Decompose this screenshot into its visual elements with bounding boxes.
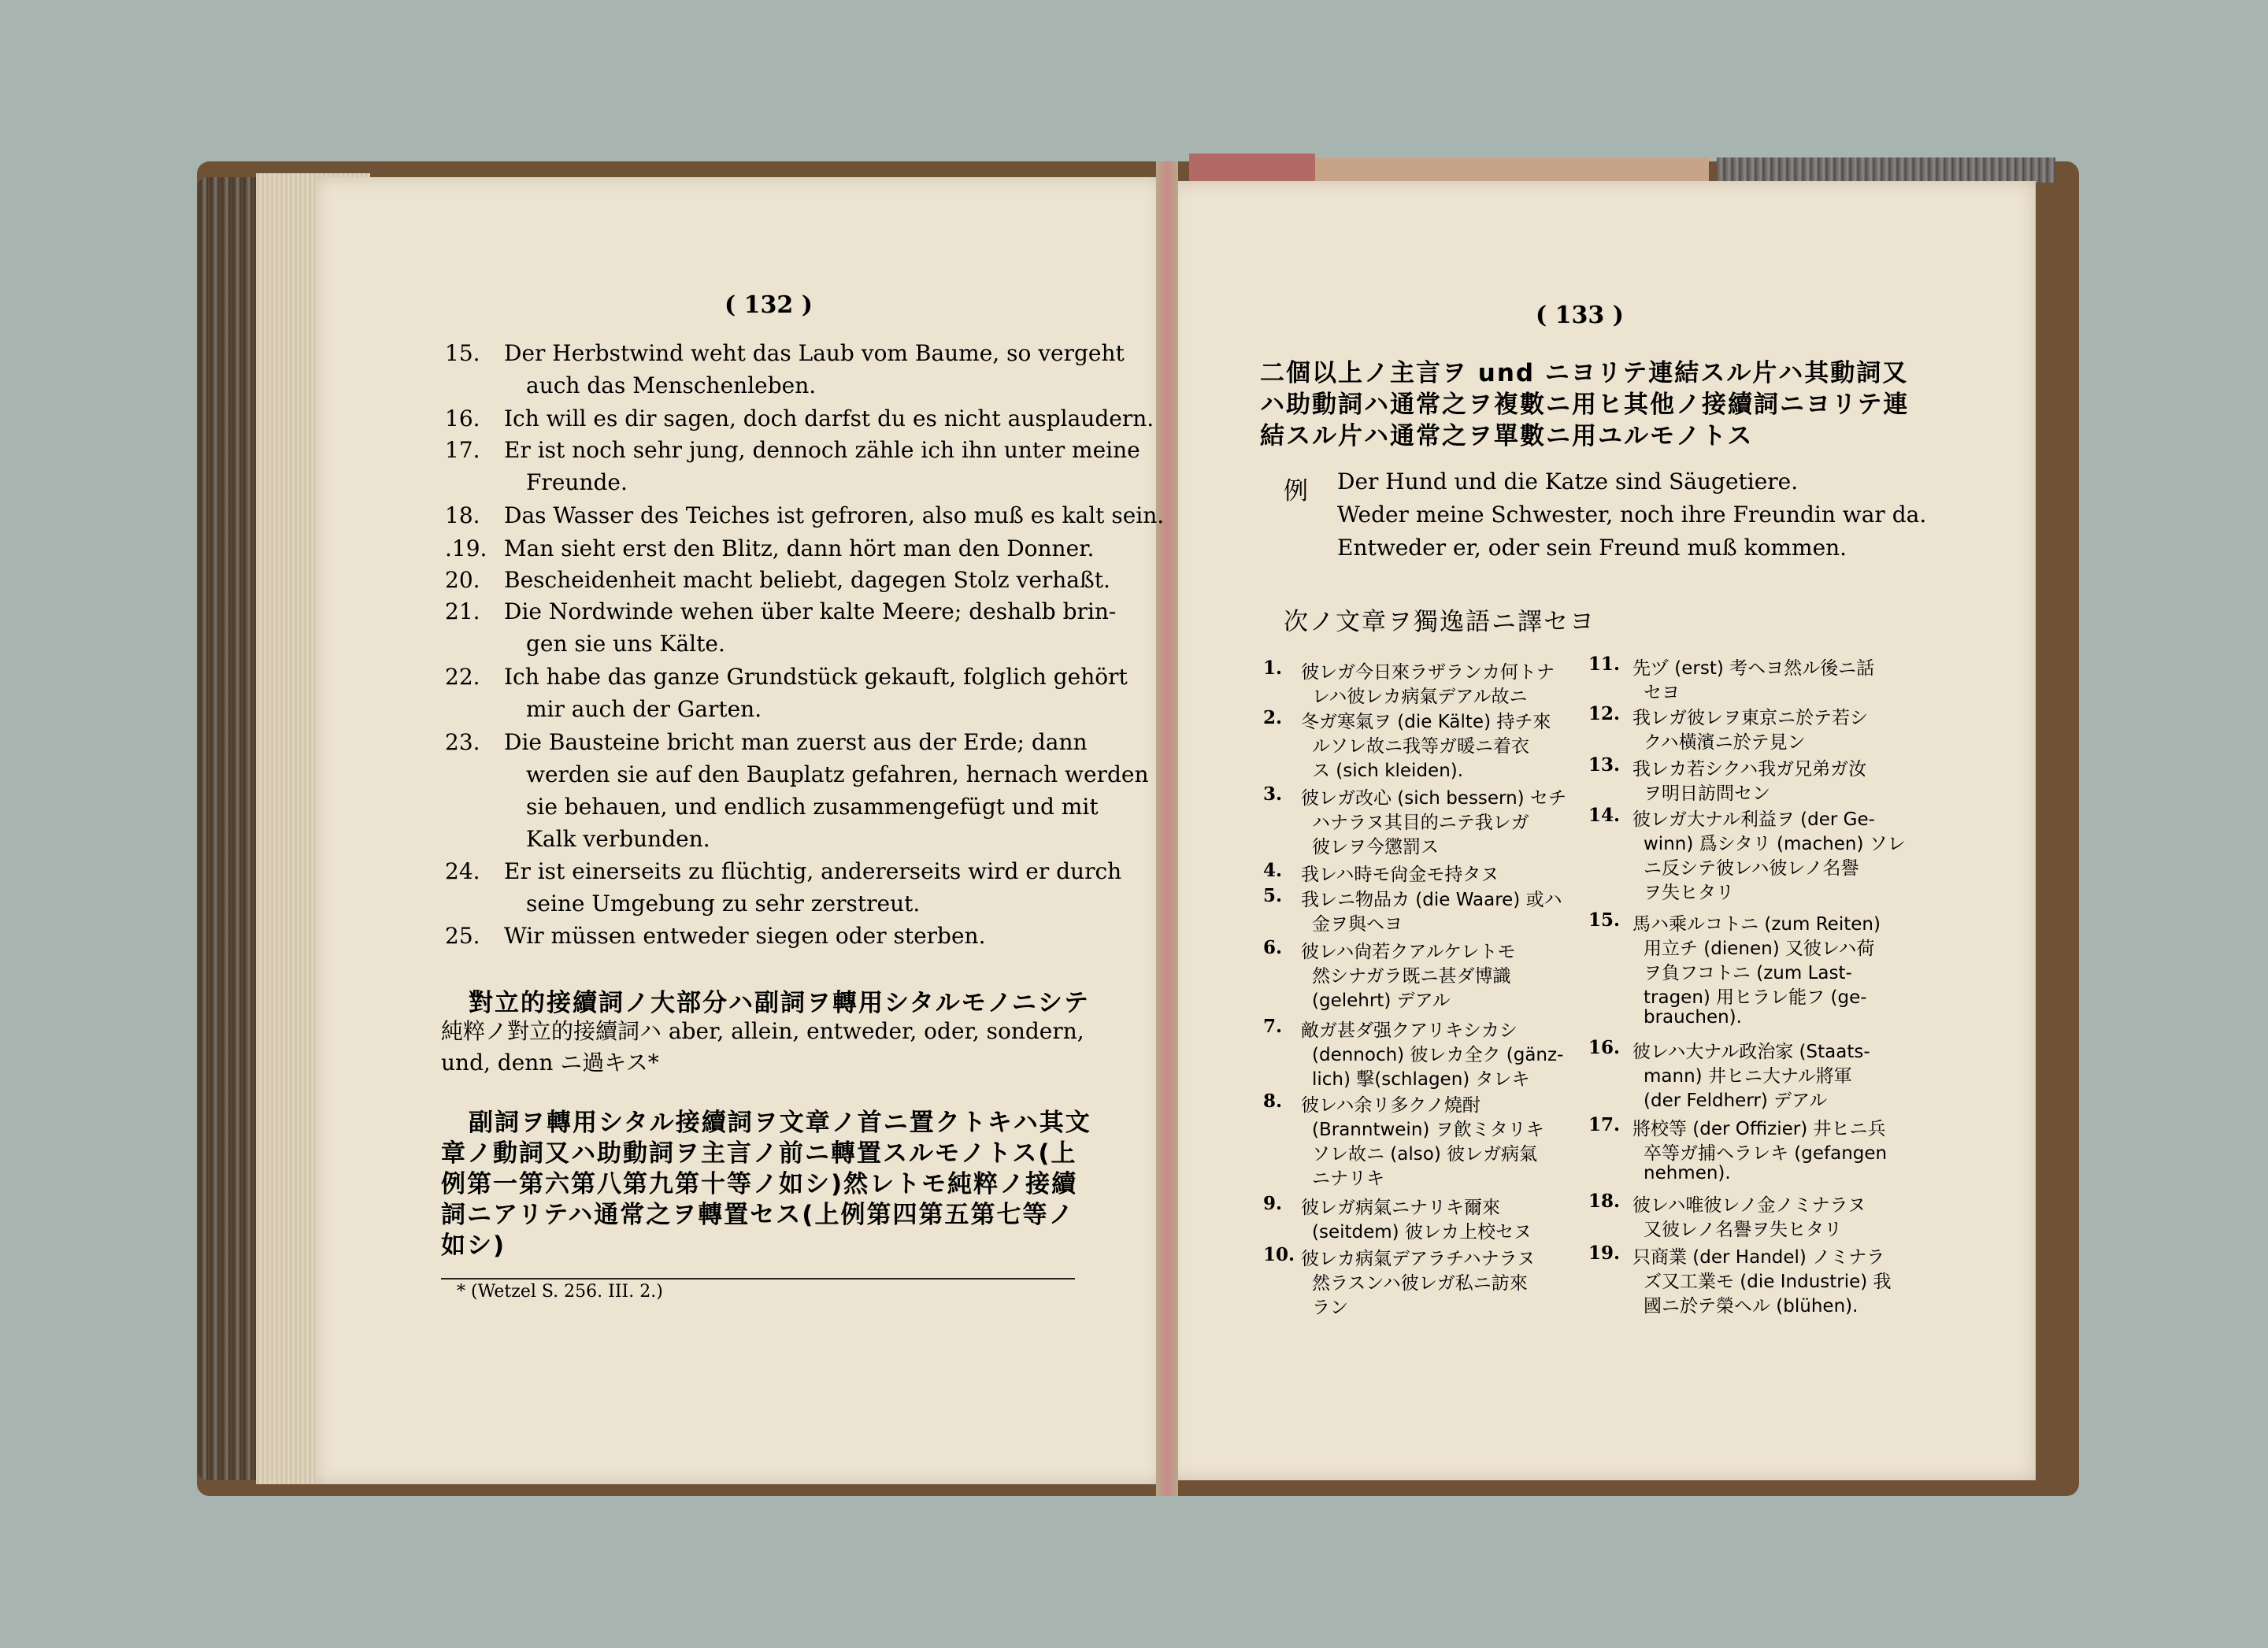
exercise-line: ズ又工業モ (die Industrie) 我 (1644, 1272, 1892, 1292)
exercise-line: 敵ガ甚ダ强クアリキシカシ (1301, 1020, 1518, 1041)
exercise-line: 冬ガ寒氣ヲ (die Kälte) 持チ來 (1301, 712, 1551, 732)
exercise-line: 彼レヲ今懲罰ス (1312, 837, 1439, 857)
paragraph-line: und, denn ニ過キス* (441, 1050, 659, 1076)
exercise-number: 12. (1588, 703, 1621, 724)
exercise-line: レハ彼レカ病氣デアル故ニ (1312, 687, 1528, 707)
example-line: Weder meine Schwester, noch ihre Freundin war da. (1337, 502, 1927, 528)
exercise-number: 13. (1588, 754, 1621, 776)
sentence-number: .19. (445, 535, 487, 561)
exercise-number: 9. (1263, 1193, 1283, 1214)
exercise-line: ラン (1312, 1298, 1348, 1318)
exercise-line: ス (sich kleiden). (1312, 761, 1464, 781)
sentence-line: Der Herbstwind weht das Laub vom Baume, so vergeht (504, 340, 1125, 366)
exercise-number: 14. (1588, 805, 1621, 826)
exercise-line: 我レハ時モ尙金モ持タヌ (1301, 865, 1499, 885)
paragraph-line: 副詞ヲ轉用シタル接續詞ヲ文章ノ首ニ置クトキハ其文 (469, 1109, 1091, 1137)
example-line: Entweder er, oder sein Freund muß kommen. (1337, 535, 1847, 561)
sentence-line: Das Wasser des Teiches ist gefroren, also muß es kalt sein. (504, 502, 1165, 528)
exercise-line: 卒等ガ捕ヘラレキ (gefangen (1644, 1143, 1888, 1164)
sentence-line: seine Umgebung zu sehr zerstreut. (526, 891, 921, 917)
exercise-number: 8. (1263, 1091, 1283, 1112)
exercise-number: 7. (1263, 1016, 1283, 1037)
paragraph-line: 如シ) (441, 1231, 506, 1260)
intro-line: ハ助動詞ハ通常之ヲ複數ニ用ヒ其他ノ接續詞ニヨリテ連 (1260, 391, 1910, 419)
sentence-line: Freunde. (526, 469, 628, 495)
exercise-line: 彼レガ今日來ラザランカ何トナ (1301, 662, 1555, 683)
exercise-number: 5. (1263, 885, 1283, 906)
paragraph-line: 章ノ動詞又ハ助動詞ヲ主言ノ前ニ轉置スルモノトス(上 (441, 1139, 1077, 1168)
exercise-line: winn) 爲シタリ (machen) ソレ (1644, 834, 1906, 854)
bookmark-ribbon (1189, 154, 1315, 185)
exercise-line: ヲ失ヒタリ (1644, 883, 1734, 903)
right-page-number: ( 133 ) (1536, 302, 1624, 329)
sentence-line: Kalk verbunden. (526, 826, 710, 852)
sentence-number: 21. (445, 598, 480, 624)
exercise-line: (Branntwein) ヲ飮ミタリキ (1312, 1120, 1544, 1140)
sentence-line: Die Nordwinde wehen über kalte Meere; deshalb brin- (504, 598, 1117, 624)
paragraph-line: 對立的接續詞ノ大部分ハ副詞ヲ轉用シタルモノニシテ (469, 989, 1090, 1017)
sentence-line: Bescheidenheit macht beliebt, dagegen Stolz verhaßt. (504, 567, 1110, 593)
exercise-number: 19. (1588, 1242, 1621, 1264)
exercise-line: クハ橫濱ニ於テ見ン (1644, 732, 1806, 753)
exercise-line: セヨ (1644, 683, 1680, 703)
exercise-line: 我レニ物品カ (die Waare) 或ハ (1301, 890, 1562, 910)
sentence-line: Man sieht erst den Blitz, dann hört man den Donner. (504, 535, 1095, 561)
paragraph-line: 詞ニアリテハ通常之ヲ轉置セス(上例第四第五第七等ノ (441, 1201, 1075, 1229)
exercise-line: 彼レハ唯彼レノ金ノミナラヌ (1632, 1195, 1866, 1216)
exercise-line: 將校等 (der Offizier) 井ヒニ兵 (1632, 1119, 1886, 1139)
exercise-line: 然シナガラ既ニ甚ダ博識 (1312, 966, 1511, 987)
exercise-line: 又彼レノ名譽ヲ失ヒタリ (1644, 1220, 1843, 1240)
exercise-number: 4. (1263, 860, 1283, 881)
exercise-number: 15. (1588, 909, 1621, 931)
sentence-line: Ich will es dir sagen, doch darfst du es nicht ausplaudern. (504, 406, 1154, 431)
exercise-heading: 次ノ文章ヲ獨逸語ニ譯セヨ (1284, 608, 1595, 636)
exercise-line: lich) 擊(schlagen) タレキ (1312, 1069, 1530, 1090)
exercise-number: 2. (1263, 707, 1283, 728)
exercise-line: 我レガ彼レヲ東京ニ於テ若シ (1632, 708, 1868, 728)
exercise-line: 彼レカ病氣デアラチハナラヌ (1301, 1249, 1536, 1269)
exercise-line: (der Feldherr) デアル (1644, 1091, 1828, 1111)
exercise-line: 用立チ (dienen) 又彼レハ荷 (1644, 939, 1875, 959)
exercise-line: 彼レハ余リ多クノ燒酎 (1301, 1095, 1480, 1116)
exercise-line: ヲ負フコトニ (zum Last- (1644, 963, 1852, 983)
exercise-line: ソレ故ニ (also) 彼レガ病氣 (1312, 1144, 1538, 1165)
exercise-line: 國ニ於テ榮ヘル (blühen). (1644, 1296, 1858, 1317)
sentence-line: Wir müssen entweder siegen oder sterben. (504, 923, 986, 949)
exercise-line: 我レカ若シクハ我ガ兄弟ガ汝 (1632, 759, 1867, 780)
sentence-number: 25. (445, 923, 480, 949)
footnote-rule (441, 1278, 1075, 1280)
exercise-line: 彼レハ尙若クアルケレトモ (1301, 942, 1516, 962)
example-line: Der Hund und die Katze sind Säugetiere. (1337, 468, 1799, 494)
sentence-line: gen sie uns Kälte. (526, 631, 725, 657)
exercise-line: ハナラヌ其目的ニテ我レガ (1312, 813, 1529, 833)
sentence-number: 17. (445, 437, 480, 463)
exercise-number: 3. (1263, 783, 1283, 805)
exercise-number: 6. (1263, 937, 1283, 958)
exercise-line: tragen) 用ヒラレ能フ (ge- (1644, 987, 1867, 1008)
exercise-number: 10. (1263, 1244, 1295, 1265)
exercise-line: 彼レハ大ナル政治家 (Staats- (1632, 1042, 1870, 1062)
exercise-number: 1. (1263, 657, 1283, 679)
exercise-line: (gelehrt) デアル (1312, 991, 1451, 1011)
paragraph-line: 純粹ノ對立的接續詞ハ aber, allein, entweder, oder, sondern, (441, 1018, 1084, 1044)
exercise-line: brauchen). (1644, 1007, 1742, 1028)
exercise-line: nehmen). (1644, 1163, 1731, 1183)
book-gutter (1156, 161, 1178, 1496)
exercise-line: mann) 井ヒニ大ナル將軍 (1644, 1066, 1852, 1087)
exercise-line: (dennoch) 彼レカ全ク (gänz- (1312, 1045, 1564, 1065)
sentence-number: 20. (445, 567, 480, 593)
exercise-line: 彼レガ大ナル利益ヲ (der Ge- (1632, 809, 1875, 830)
exercise-number: 18. (1588, 1191, 1621, 1212)
sentence-number: 23. (445, 729, 480, 755)
exercise-number: 16. (1588, 1037, 1621, 1058)
marbled-edge (1717, 157, 2055, 183)
exercise-line: 然ラスンハ彼レガ私ニ訪來 (1312, 1273, 1528, 1294)
sentence-line: mir auch der Garten. (526, 696, 762, 722)
exercise-line: ヲ明日訪問セン (1644, 783, 1770, 804)
exercise-line: 彼レガ病氣ニナリキ爾來 (1301, 1198, 1500, 1218)
exercise-number: 11. (1588, 654, 1621, 675)
exercise-line: 金ヲ與ヘヨ (1312, 914, 1403, 935)
exercise-line: 彼レガ改心 (sich bessern) セチ (1301, 788, 1566, 809)
footnote: * (Wetzel S. 256. III. 2.) (457, 1282, 663, 1302)
sentence-line: auch das Menschenleben. (526, 372, 817, 398)
sentence-line: werden sie auf den Bauplatz gefahren, hernach werden (526, 761, 1149, 787)
exercise-line: 先ヅ (erst) 考ヘヨ然ル後ニ話 (1632, 658, 1875, 679)
exercise-line: 只商業 (der Handel) ノミナラ (1632, 1247, 1885, 1268)
sentence-line: Die Bausteine bricht man zuerst aus der Erde; dann (504, 729, 1088, 755)
sentence-number: 22. (445, 664, 480, 690)
exercise-line: ニ反シテ彼レハ彼レノ名譽 (1644, 858, 1859, 879)
sentence-number: 16. (445, 406, 480, 431)
sentence-line: Ich habe das ganze Grundstück gekauft, folglich gehört (504, 664, 1128, 690)
sentence-line: Er ist einerseits zu flüchtig, andererseits wird er durch (504, 858, 1122, 884)
sentence-line: sie behauen, und endlich zusammengefügt und mit (526, 794, 1099, 820)
exercise-line: ルソレ故ニ我等ガ暖ニ着衣 (1312, 736, 1529, 757)
exercise-line: (seitdem) 彼レカ上校セヌ (1312, 1222, 1532, 1242)
intro-line: 二個以上ノ主言ヲ und ニヨリテ連結スル片ハ其動詞又 (1260, 359, 1909, 387)
sentence-line: Er ist noch sehr jung, dennoch zähle ich ihn unter meine (504, 437, 1140, 463)
left-page-number: ( 132 ) (724, 291, 813, 319)
sentence-number: 24. (445, 858, 480, 884)
exercise-line: ニナリキ (1312, 1168, 1384, 1189)
paragraph-line: 例第一第六第八第九第十等ノ如シ)然レトモ純粹ノ接續 (441, 1170, 1078, 1198)
sentence-number: 18. (445, 502, 480, 528)
intro-line: 結スル片ハ通常之ヲ單數ニ用ユルモノトス (1260, 422, 1754, 450)
sentence-number: 15. (445, 340, 480, 366)
exercise-line: 馬ハ乘ルコトニ (zum Reiten) (1632, 914, 1881, 935)
example-label: 例 (1284, 477, 1310, 506)
exercise-number: 17. (1588, 1114, 1621, 1135)
